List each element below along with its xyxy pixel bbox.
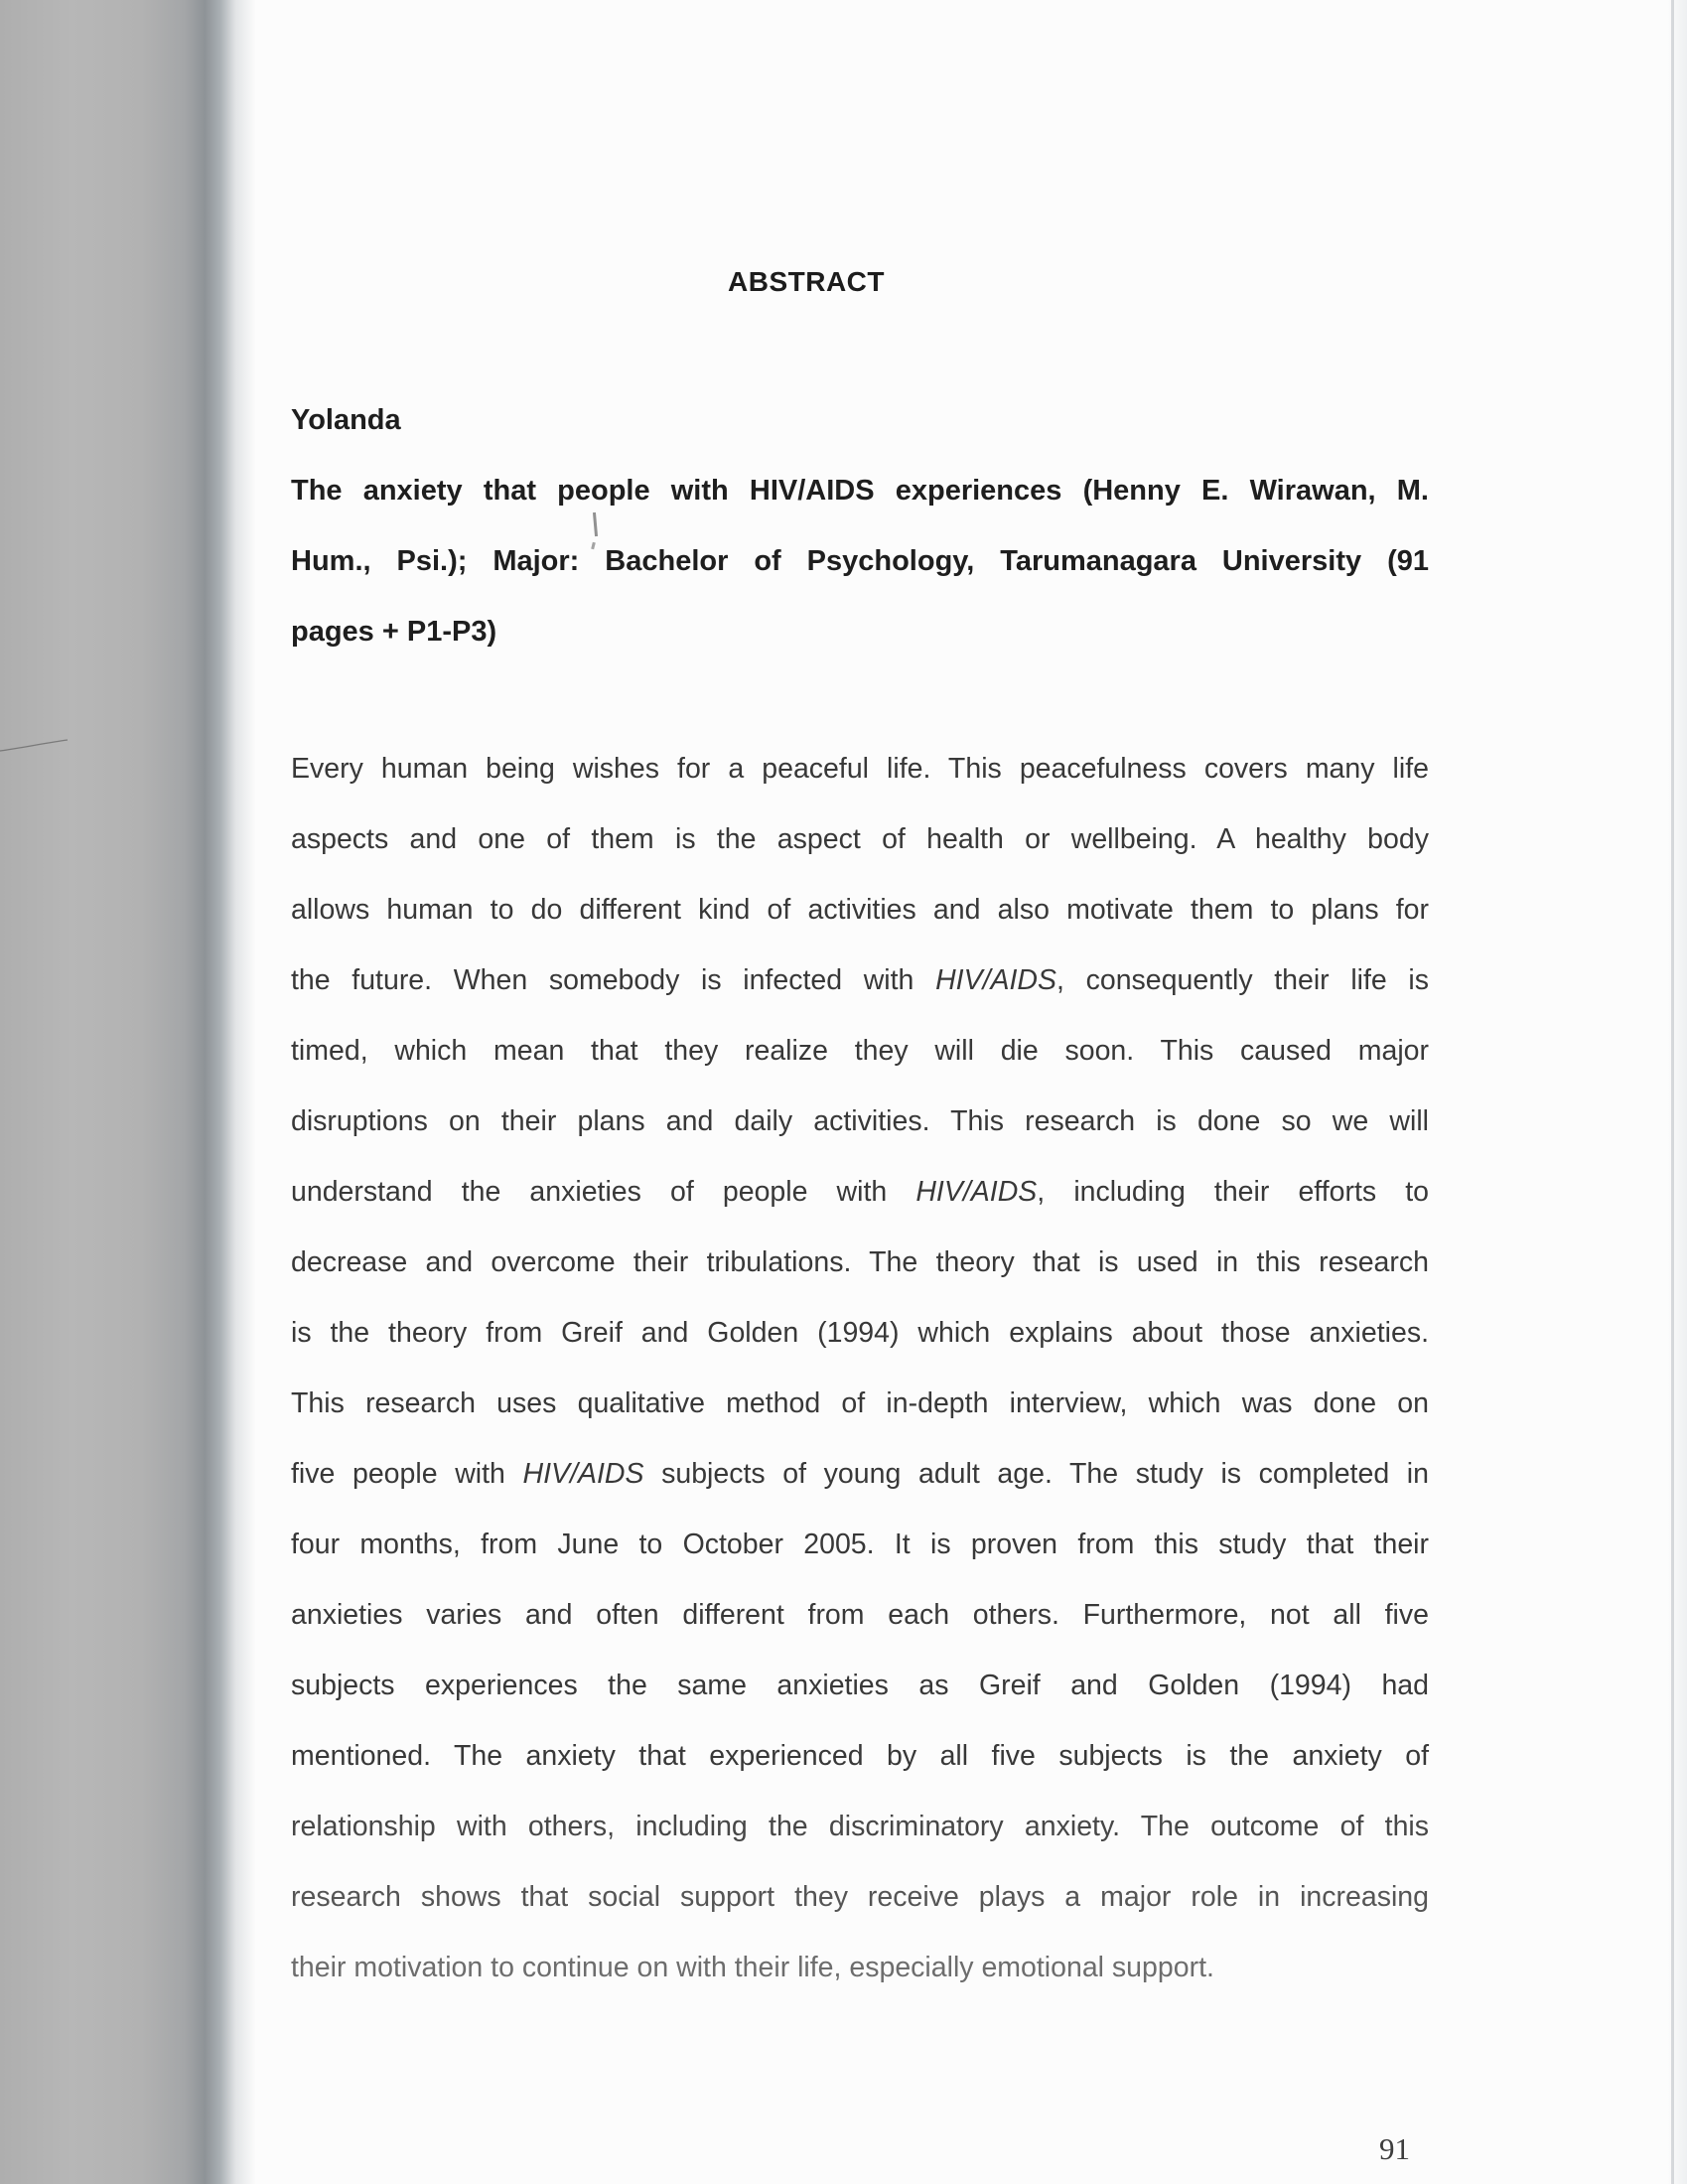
text-line: anxieties varies and often different from each others. Furthermore, not all five [291,1599,1429,1631]
page-title: ABSTRACT [728,266,885,297]
text-line: understand the anxieties of people with HIV/AIDS, including their efforts to [291,1176,1429,1208]
text-line: mentioned. The anxiety that experienced by all five subjects is the anxiety of [291,1740,1429,1772]
text-line: is the theory from Greif and Golden (1994) which explains about those anxieties. [291,1317,1429,1349]
text-line: Hum., Psi.); Major: Bachelor of Psychology, Tarumanagara University (91 [291,545,1429,577]
text-line: Every human being wishes for a peaceful life. This peacefulness covers many life [291,753,1429,785]
text-line: subjects experiences the same anxieties as Greif and Golden (1994) had [291,1670,1429,1701]
text-line: disruptions on their plans and daily activities. This research is done so we will [291,1105,1429,1137]
text-line: pages + P1-P3) [291,616,497,648]
thesis-heading-block [291,385,1429,667]
text-line: their motivation to continue on with their life, especially emotional support. [291,1952,1214,1983]
text-line: relationship with others, including the discriminatory anxiety. The outcome of this [291,1811,1429,1842]
text-line: four months, from June to October 2005. It is proven from this study that their [291,1529,1429,1560]
abstract-body-paragraph [291,734,1429,2003]
text-line: Yolanda [291,404,401,436]
text-line: five people with HIV/AIDS subjects of young adult age. The study is completed in [291,1458,1429,1490]
page-edge-line [1671,0,1674,2184]
text-line: timed, which mean that they realize they will die soon. This caused major [291,1035,1429,1067]
page-number: 91 [1379,2131,1410,2166]
text-line: allows human to do different kind of activities and also motivate them to plans for [291,894,1429,926]
page-right-edge-shading [1665,0,1687,2184]
text-line: This research uses qualitative method of in-depth interview, which was done on [291,1387,1429,1419]
book-gutter-shadow [0,0,256,2184]
text-line: research shows that social support they receive plays a major role in increasing [291,1881,1429,1913]
text-line: the future. When somebody is infected with HIV/AIDS, consequently their life is [291,964,1430,996]
text-line: aspects and one of them is the aspect of health or wellbeing. A healthy body [291,823,1429,855]
text-line: decrease and overcome their tribulations. The theory that is used in this research [291,1246,1429,1278]
text-line: The anxiety that people with HIV/AIDS experiences (Henny E. Wirawan, M. [291,475,1429,507]
